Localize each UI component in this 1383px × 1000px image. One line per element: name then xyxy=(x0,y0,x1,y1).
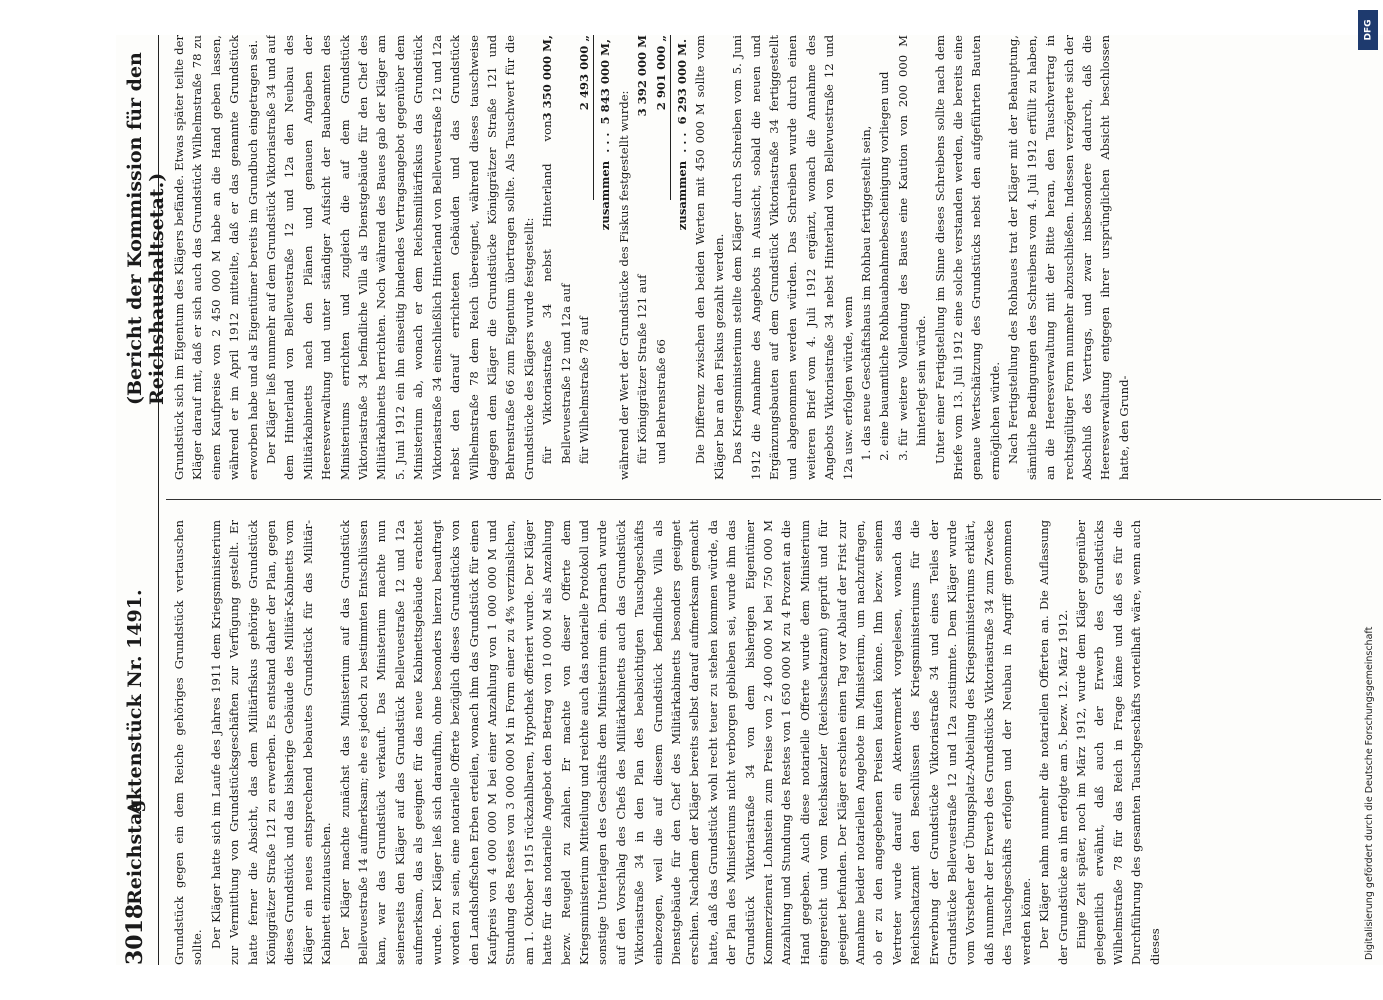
header-left-title: Reichstag. xyxy=(124,792,146,905)
sum-row: zusammen . . . 6 293 000 M. xyxy=(674,39,689,231)
sum-label: zusammen xyxy=(598,160,613,231)
paragraph: Das Kriegsministerium stellte dem Kläger durch Schreiben vom 5. Juni 1912 die Annahme des Angebots in Aussicht, sobald die neuen und Ergänzungsbauten auf dem Grundstück Viktoriastraße 34 fertiggestellt und abgenommen werden würden. Das Schreiben wurde durch einen weiteren Brief vom 4. Juli 1912 ergänzt, wonach die Annahme des Angebots Viktoriastraße 34 nebst Hinterland von Bellevuestraße 12 und 12a usw. erfolgen würde, wenn xyxy=(730,35,855,480)
sum-amount: 6 293 000 M. xyxy=(674,39,689,125)
value-amount: 3 350 000 M, xyxy=(540,35,555,121)
paragraph: Grundstück sich im Eigentum des Klägers befände. Etwas später teilte der Kläger darauf mit, daß er sich auch das Grundstück Wilhelmstraße 78 zu einem Kaufpreise von 2 450 000 M habe an die Hand geben lassen, während er im April 1912 mitteilte, daß er das genannte Grundstück erworben habe und als Eigentümer bereits im Grundbuch eingetragen sei. xyxy=(172,35,260,480)
value-amount: 2 901 000 „ xyxy=(653,35,668,111)
paragraph: Einige Zeit später, noch im März 1912, wurde dem Kläger gegenüber gelegentlich erwähnt, daß auch der Erwerb des Grundstücks Wilhelmstraße 78 für das Reich in Frage käme und daß es für die Durchführung des gesamten Tauschgeschäfts vorteilhaft wäre, wenn auch dieses xyxy=(1073,520,1162,965)
paragraph: Der Kläger hatte sich im Laufe des Jahres 1911 dem Kriegsministerium zur Vermittlung von Grundstücksgeschäften zur Verfügung gestellt. Er hatte ferner die Absicht, das dem Militärfiskus gehörige Grundstück Königgrätzer Straße 121 zu erwerben. Es entstand daher der Plan, gegen dieses Grundstück und das bisherige Gebäude des Militär-Kabinetts vom Kläger ein neues entsprechend bebautes Grundstück für das Militär-Kabinett einzutauschen. xyxy=(208,520,334,965)
list-item: 2. eine bauamtliche Rohbauabnahmebescheinigung vorliegen und xyxy=(875,35,893,446)
header-right-title: (Bericht der Kommission für den Reichshaushaltsetat.) xyxy=(124,52,168,405)
digitization-sidebar xyxy=(1358,10,1380,990)
page-header xyxy=(116,35,168,965)
paragraph: Die Differenz zwischen den beiden Werten mit 450 000 M sollte vom Kläger bar an den Fiskus gezahlt werden. xyxy=(693,35,726,480)
conditions-list xyxy=(857,35,931,480)
paragraph: Nach Fertigstellung des Rohbaues trat der Kläger mit der Behauptung, sämtliche Bedingungen des Schreibens vom 4. Juli 1912 erfüllt zu haben, an die Heeresverwaltung mit der Bitte heran, den Tauschvertrag in rechtsgültiger Form nunmehr abzuschließen. Indessen verzögerte sich der Abschluß des Vertrags, und zwar insbesondere dadurch, daß die Heeresverwaltung entgegen ihrer ursprünglichen Absicht beschlossen hatte, den Grund- xyxy=(1006,35,1131,480)
paragraph: Grundstück gegen ein dem Reiche gehöriges Grundstück vertauschen sollte. xyxy=(172,520,205,965)
dfg-logo-icon xyxy=(1358,10,1378,50)
value-label: für Viktoriastraße 34 nebst Hinterland von Bellevuestraße 12 und 12a auf xyxy=(540,120,573,464)
column-divider xyxy=(166,499,1381,500)
left-column xyxy=(170,520,1380,965)
value-amount: 3 392 000 M xyxy=(635,35,650,117)
list-item: 3. für weitere Vollendung des Baues eine Kaution von 200 000 M hinterlegt sein würde. xyxy=(894,35,931,446)
paragraph: Der Kläger nahm nunmehr die notariellen Offerten an. Die Auflassung der Grundstücke an ihn erfolgte am 5. bezw. 12. März 1912. xyxy=(1037,520,1070,965)
sum-label: zusammen xyxy=(674,160,689,231)
header-center-title: Aktenstück Nr. 1491. xyxy=(124,589,146,815)
digitization-note-text: Digitalisierung gefördert durch die Deutsche Forschungsgemeinschaft xyxy=(1364,626,1375,960)
paragraph: Der Kläger machte zunächst das Ministerium auf das Grundstück Bellevuestraße 14 aufmerksam; ehe es jedoch zu bestimmten Entschlüssen kam, war das Grundstück verkauft. Das Ministerium machte nun seinerseits den Kläger auf das Grundstück Bellevuestraße 12 und 12a aufmerksam, das als geeignet für das neue Kabinettsgebäude erachtet wurde. Der Kläger ließ sich daraufhin, ohne besonders hierzu beauftragt worden zu sein, eine notarielle Offerte bezüglich dieses Grundstücks von den Landshoffschen Erben erteilen, wonach ihm das Grundstück für einen Kaufpreis von 4 000 000 M bei einer Anzahlung von 1 000 000 M und Stundung des Restes von 3 000 000 M in Form einer zu 4% verzinslichen, am 1. Oktober 1915 rückzahlbaren, Hypothek offeriert wurde. Der Kläger hatte für das notarielle Angebot den Betrag von 10 000 M als Anzahlung bezw. Reugeld zu zahlen. Er machte von dieser Offerte dem Kriegsministerium Mitteilung und reichte auch das notarielle Protokoll und sonstige Unterlagen des Geschäfts dem Ministerium ein. Darnach wurde auf den Vorschlag des Chefs des Militärkabinetts auch das Grundstück Viktoriastraße 34 in den Plan des beabsichtigten Tauschgeschäfts einbezogen, weil die auf diesem Grundstück befindliche Villa als Dienstgebäude für den Chef des Militärkabinetts besonders geeignet erschien. Nachdem der Kläger bereits selbst darauf aufmerksam gemacht hatte, daß das Grundstück wohl recht teuer zu stehen kommen würde, da der Plan des Ministeriums nicht verborgen geblieben sei, wurde ihm das Grundstück Viktoriastraße 34 von dem bisherigen Eigentümer Kommerzienrat Lohnstein zum Preise von 2 400 000 M bei 750 000 M Anzahlung und Stundung des Restes von 1 650 000 M zu 4 Prozent an die Hand gegeben. Auch diese notarielle Offerte wurde dem Ministerium eingereicht und vom Reichskanzler (Reichsschatzamt) geprüft und für geeignet befunden. Der Kläger erschien einen Tag vor Ablauf der Frist zur Annahme beider notariellen Angebote im Ministerium, um nachzufragen, ob er zu den angegebenen Preisen kaufen könne. Ihm bezw. seinem Vertreter wurde darauf ein Aktenvermerk vorgelesen, wonach das Reichsschatzamt den Beschlüssen des Kriegsministeriums für die Erwerbung der Grundstücke Viktoriastraße 34 und eines Teiles der Grundstücke Bellevuestraße 12 und 12a zustimmte. Dem Kläger wurde vom Vorsteher der Übungsplatz-Abteilung des Kriegsministeriums erklärt, daß nunmehr der Erwerb des Grundstücks Viktoriastraße 34 zum Zwecke des Tauschgeschäfts erfolgen und der Neubau in Angriff genommen werden könne. xyxy=(337,520,1033,965)
document-page xyxy=(116,35,1383,965)
paragraph: während der Wert der Grundstücke des Fiskus festgestellt wurde: xyxy=(616,90,631,480)
digitization-note xyxy=(1364,60,1374,960)
sum-rule xyxy=(593,35,594,200)
value-row xyxy=(652,35,670,480)
value-label: und Behrenstraße 66 xyxy=(653,339,668,464)
value-label: für Königgrätzer Straße 121 auf xyxy=(635,274,650,464)
logo-text: DFG xyxy=(1363,19,1374,41)
value-amount: 2 493 000 „ xyxy=(576,35,591,111)
value-row xyxy=(633,35,651,480)
sum-amount: 5 843 000 M, xyxy=(598,39,613,125)
sum-row: zusammen . . . 5 843 000 M, xyxy=(598,39,613,231)
value-row xyxy=(575,35,593,480)
list-item: 1. das neue Geschäftshaus im Rohbau fertiggestellt sein, xyxy=(857,35,875,446)
right-column xyxy=(170,35,1380,480)
page-number: 3018 xyxy=(122,903,148,965)
sum-rule xyxy=(670,35,671,200)
paragraph: Unter einer Fertigstellung im Sinne dieses Schreibens sollte nach dem Briefe vom 13. Juli 1912 eine solche verstanden werden, die bereits eine genaue Wertschätzung des Grundstücks nebst den aufgeführten Bauten ermöglichen würde. xyxy=(932,35,1002,480)
value-row xyxy=(538,35,575,480)
paragraph: Der Kläger ließ nunmehr auf dem Grundstück Viktoriastraße 34 und auf dem Hinterland von Bellevuestraße 12 und 12a den Neubau des Militärkabinetts nach den Plänen und genauen Angaben der Heeresverwaltung und unter ständiger Aufsicht der Baubeamten des Ministeriums errichten und zugleich die auf dem Grundstück Viktoriastraße 34 befindliche Villa als Dienstgebäude für den Chef des Militärkabinetts herrichten. Noch während des Baues gab der Kläger am 5. Juni 1912 ein ihn einseitig bindendes Vertragsangebot gegenüber dem Ministerium ab, wonach er dem Reichsmilitärfiskus das Grundstück Viktoriastraße 34 einschließlich Hinterland von Bellevuestraße 12 und 12a nebst den darauf errichteten Gebäuden und das Grundstück Wilhelmstraße 78 dem Reich übereignet, während dieses tauschweise dagegen dem Kläger die Grundstücke Königgrätzer Straße 121 und Behrenstraße 66 zum Eigentum übertragen sollte. Als Tauschwert für die Grundstücke des Klägers wurde festgestellt: xyxy=(264,35,536,480)
value-label: für Wilhelmstraße 78 auf xyxy=(576,316,591,464)
